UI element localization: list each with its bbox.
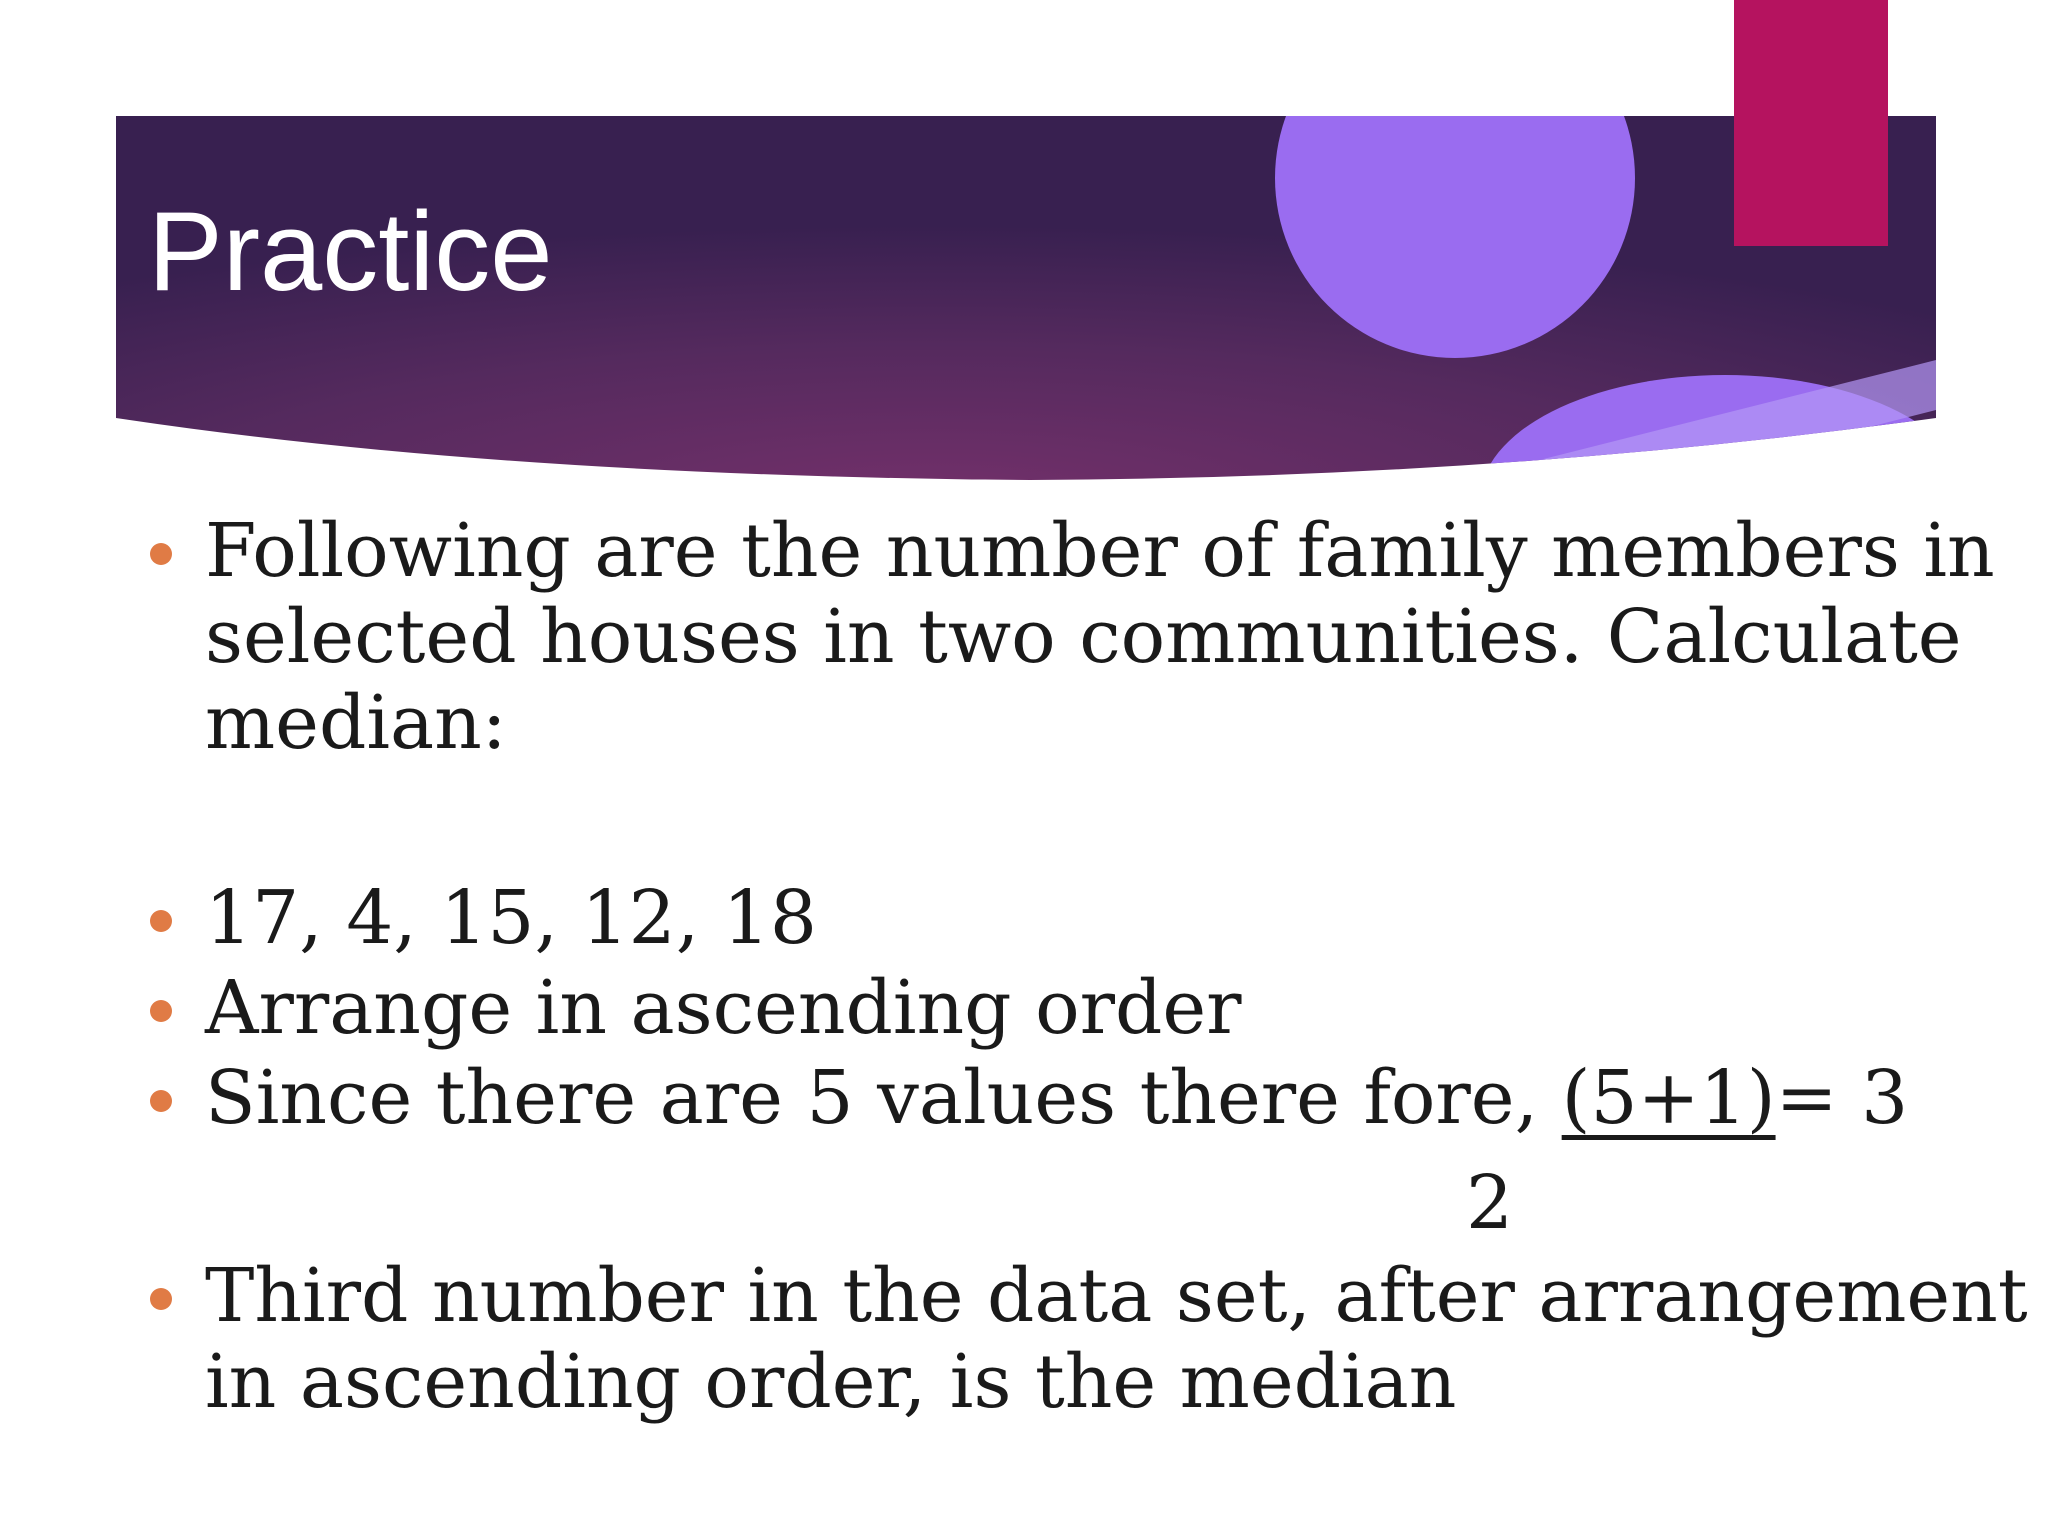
bullet-line: selected houses in two communities. Calculate [205, 594, 1962, 680]
formula-numerator: (5+1) [1561, 1055, 1776, 1141]
bullet-marker [150, 910, 172, 932]
bullet-item-values: 17, 4, 15, 12, 18 [205, 875, 817, 961]
formula-result: = 3 [1775, 1055, 1909, 1141]
bullet-marker [150, 1000, 172, 1022]
bullet-item-arrange: Arrange in ascending order [205, 965, 1242, 1051]
bullet-item-conclusion [205, 1253, 2028, 1425]
bullet-item-formula [205, 1055, 1909, 1141]
bullet-line: in ascending order, is the median [205, 1339, 1457, 1425]
bullet-line: Following are the number of family members in [205, 508, 1995, 594]
slide-title: Practice [148, 189, 553, 314]
bullet-marker [150, 1288, 172, 1310]
formula-denominator: 2 [1466, 1160, 1514, 1246]
bullet-marker [150, 543, 172, 565]
bullet-line: median: [205, 680, 507, 766]
bullet-item-problem [205, 508, 1995, 766]
bullet-line: Third number in the data set, after arrangement [205, 1253, 2028, 1339]
formula-prefix: Since there are 5 values there fore, [205, 1055, 1562, 1141]
bullet-marker [150, 1090, 172, 1112]
